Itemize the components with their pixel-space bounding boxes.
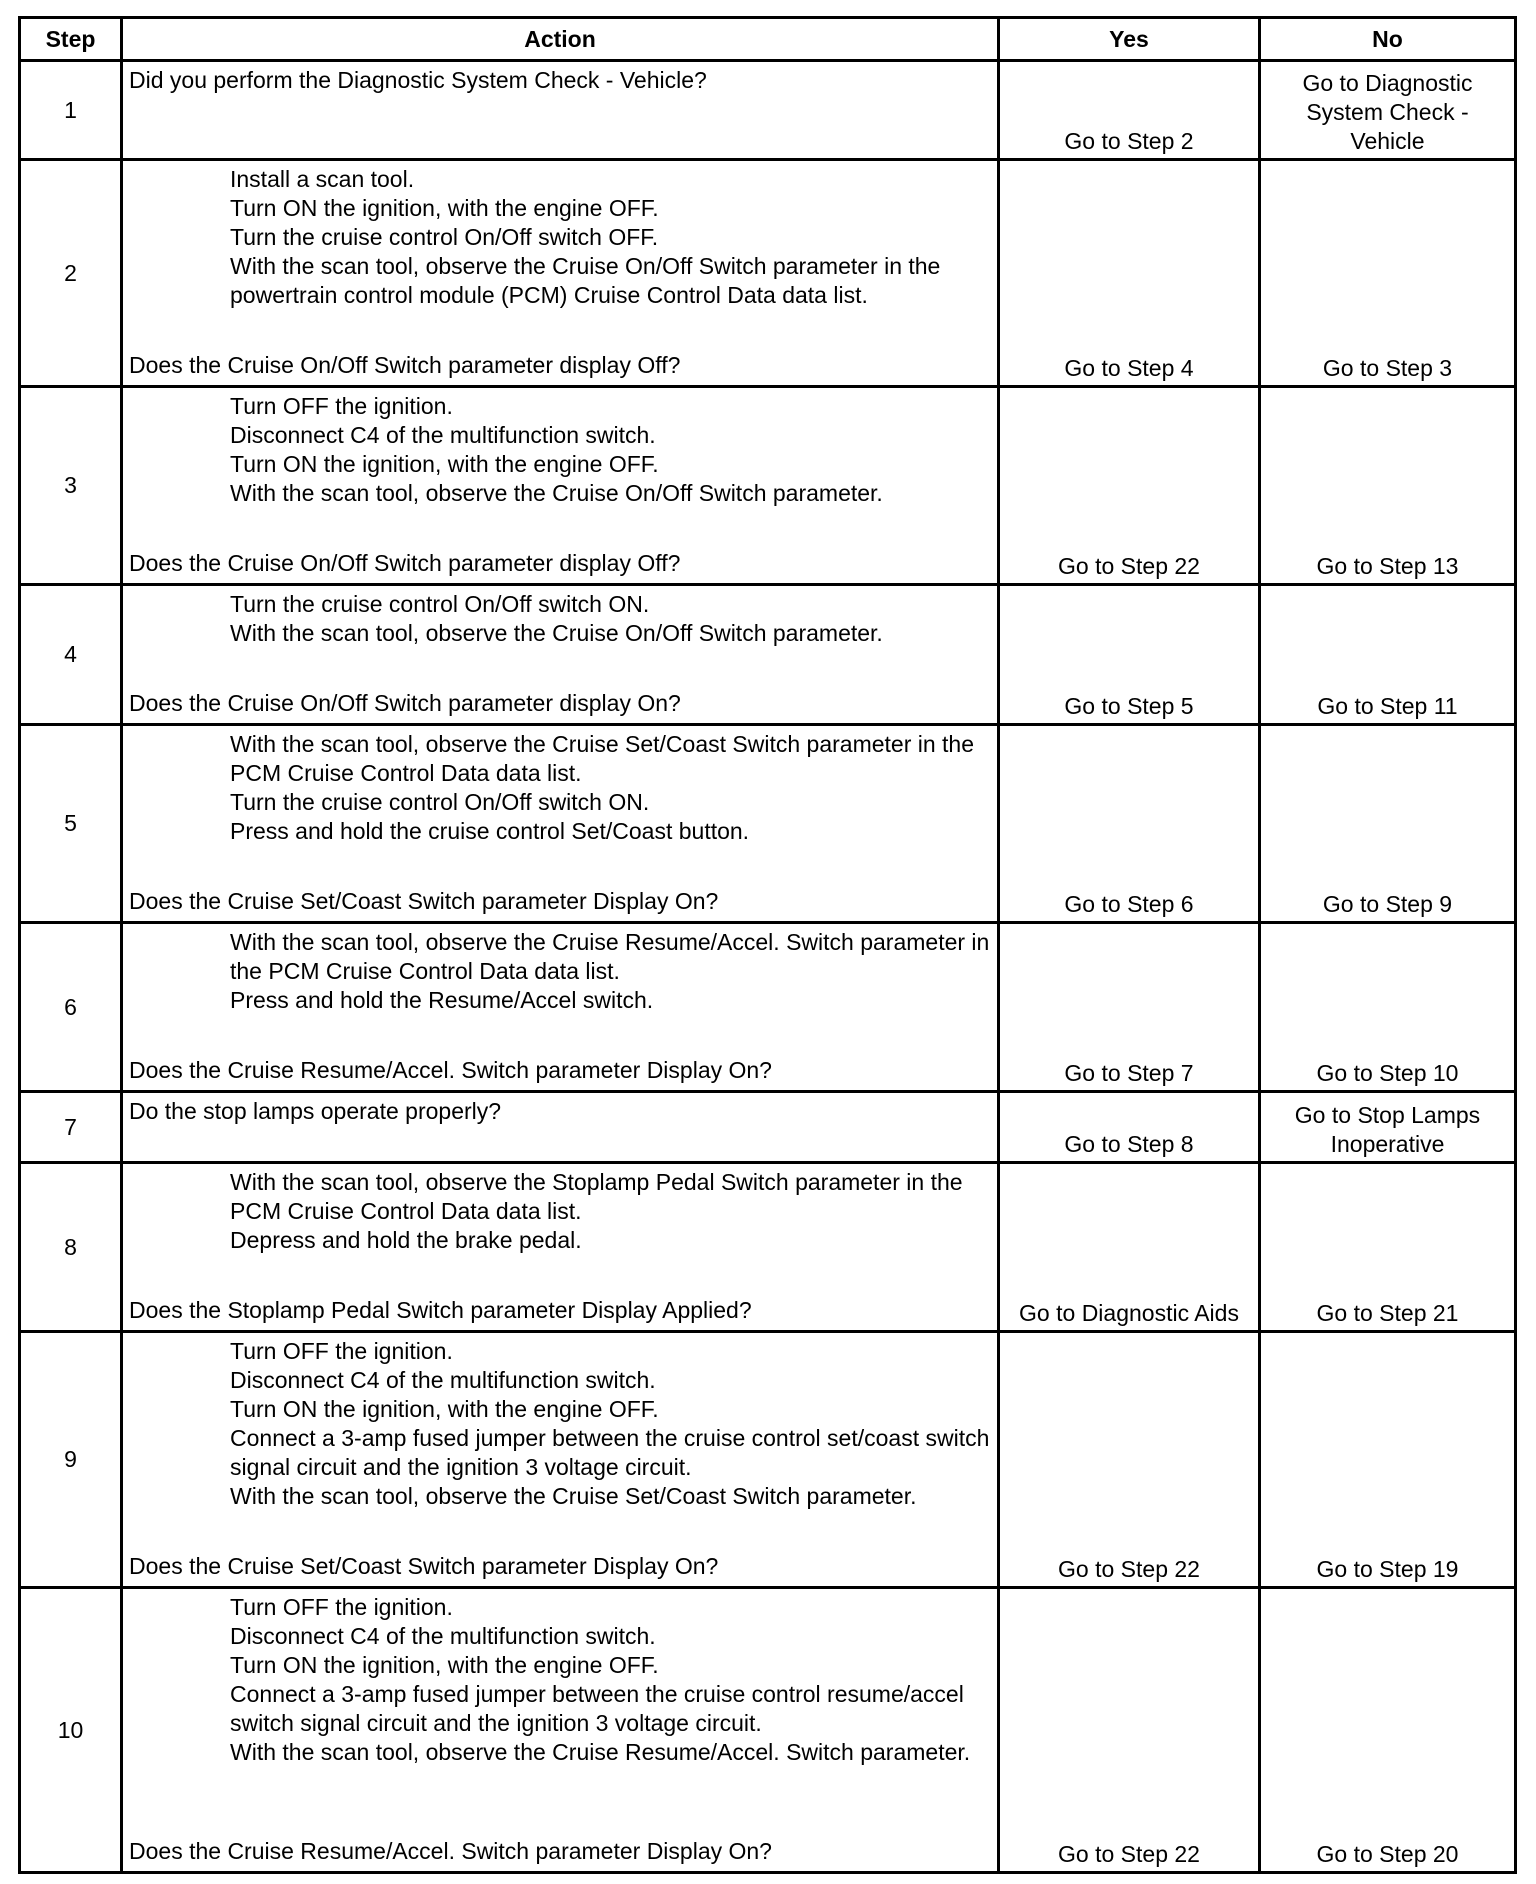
instruction-item: Turn the cruise control On/Off switch ON. [230,591,650,617]
header-action: Action [122,18,999,61]
step-number: 4 [20,585,122,725]
table-row [20,585,1516,725]
question-text: Did you perform the Diagnostic System Check - Vehicle? [129,67,707,93]
instruction-item: Connect a 3-amp fused jumper between the cruise control resume/accel switch signal circuit and the ignition 3 voltage circuit. [230,1681,964,1736]
instruction-item: Turn the cruise control On/Off switch OFF. [230,224,659,250]
instruction-item: Press and hold the Resume/Accel switch. [230,987,654,1013]
table-row [20,61,1516,160]
instruction-item: Disconnect C4 of the multifunction switch. [230,1623,656,1649]
instruction-item: With the scan tool, observe the Cruise Set/Coast Switch parameter in the PCM Cruise Control Data data list. [230,731,975,786]
table-row [20,387,1516,585]
no-result: Go to Step 11 [1260,585,1516,725]
yes-result: Go to Step 5 [999,585,1260,725]
action-cell [122,1092,999,1163]
instruction-list [129,1168,991,1255]
table-body [20,61,1516,1873]
instruction-item: With the scan tool, observe the Cruise On/Off Switch parameter. [230,480,883,506]
yes-result: Go to Step 4 [999,160,1260,387]
question-text: Does the Stoplamp Pedal Switch parameter Display Applied? [129,1297,752,1323]
instruction-item: Depress and hold the brake pedal. [230,1227,582,1253]
instruction-list [129,165,991,310]
table-row [20,1092,1516,1163]
yes-result: Go to Step 8 [999,1092,1260,1163]
no-result: Go to Step 3 [1260,160,1516,387]
instruction-item: Disconnect C4 of the multifunction switch. [230,422,656,448]
yes-result: Go to Step 22 [999,1332,1260,1588]
yes-result: Go to Step 22 [999,387,1260,585]
yes-result: Go to Step 6 [999,725,1260,923]
action-cell [122,923,999,1092]
yes-result: Go to Diagnostic Aids [999,1163,1260,1332]
table-row [20,160,1516,387]
instruction-item: Turn OFF the ignition. [230,393,453,419]
instruction-item: With the scan tool, observe the Cruise Set/Coast Switch parameter. [230,1483,917,1509]
question-text: Do the stop lamps operate properly? [129,1098,502,1124]
action-cell [122,387,999,585]
table-row [20,1588,1516,1873]
instruction-item: Turn ON the ignition, with the engine OFF. [230,195,659,221]
question-text: Does the Cruise On/Off Switch parameter display Off? [129,550,681,576]
instruction-item: With the scan tool, observe the Cruise Resume/Accel. Switch parameter in the PCM Cruise Control Data data list. [230,929,990,984]
instruction-item: Disconnect C4 of the multifunction switch. [230,1367,656,1393]
action-cell [122,725,999,923]
action-cell [122,1163,999,1332]
step-number: 10 [20,1588,122,1873]
no-result: Go to Step 20 [1260,1588,1516,1873]
step-number: 8 [20,1163,122,1332]
question-text: Does the Cruise Set/Coast Switch parameter Display On? [129,1553,719,1579]
instruction-item: With the scan tool, observe the Cruise Resume/Accel. Switch parameter. [230,1739,971,1765]
instruction-list [129,1593,991,1767]
question-text: Does the Cruise On/Off Switch parameter display On? [129,690,681,716]
instruction-item: Turn OFF the ignition. [230,1594,453,1620]
step-number: 9 [20,1332,122,1588]
instruction-item: Turn ON the ignition, with the engine OFF. [230,1396,659,1422]
no-result: Go to Step 9 [1260,725,1516,923]
step-number: 5 [20,725,122,923]
instruction-list [129,730,991,846]
action-cell [122,61,999,160]
header-step: Step [20,18,122,61]
action-cell [122,585,999,725]
no-result: Go to Step 19 [1260,1332,1516,1588]
instruction-list [129,1337,991,1511]
header-yes: Yes [999,18,1260,61]
action-cell [122,1332,999,1588]
diagnostic-table [18,16,1517,1874]
step-number: 7 [20,1092,122,1163]
table-row [20,1332,1516,1588]
no-result: Go to Step 13 [1260,387,1516,585]
question-text: Does the Cruise Resume/Accel. Switch parameter Display On? [129,1838,772,1864]
instruction-item: Install a scan tool. [230,166,415,192]
instruction-item: Turn OFF the ignition. [230,1338,453,1364]
instruction-list [129,928,991,1015]
table-row [20,725,1516,923]
step-number: 6 [20,923,122,1092]
no-result: Go to Step 10 [1260,923,1516,1092]
header-no: No [1260,18,1516,61]
instruction-item: Turn ON the ignition, with the engine OFF. [230,451,659,477]
table-row [20,923,1516,1092]
yes-result: Go to Step 7 [999,923,1260,1092]
instruction-list [129,392,991,508]
action-cell [122,160,999,387]
question-text: Does the Cruise On/Off Switch parameter display Off? [129,352,681,378]
instruction-item: Turn the cruise control On/Off switch ON. [230,789,650,815]
instruction-item: Press and hold the cruise control Set/Coast button. [230,818,750,844]
no-result: Go to Diagnostic System Check - Vehicle [1260,61,1516,160]
question-text: Does the Cruise Set/Coast Switch parameter Display On? [129,888,719,914]
instruction-item: With the scan tool, observe the Stoplamp Pedal Switch parameter in the PCM Cruise Control Data data list. [230,1169,963,1224]
no-result: Go to Step 21 [1260,1163,1516,1332]
step-number: 1 [20,61,122,160]
no-result: Go to Stop Lamps Inoperative [1260,1092,1516,1163]
instruction-item: Connect a 3-amp fused jumper between the cruise control set/coast switch signal circuit and the ignition 3 voltage circuit. [230,1425,990,1480]
instruction-item: With the scan tool, observe the Cruise On/Off Switch parameter. [230,620,883,646]
header-row [20,18,1516,61]
instruction-item: With the scan tool, observe the Cruise On/Off Switch parameter in the powertrain control module (PCM) Cruise Control Data data list. [230,253,941,308]
action-cell [122,1588,999,1873]
yes-result: Go to Step 22 [999,1588,1260,1873]
step-number: 3 [20,387,122,585]
table-row [20,1163,1516,1332]
question-text: Does the Cruise Resume/Accel. Switch parameter Display On? [129,1057,772,1083]
step-number: 2 [20,160,122,387]
instruction-item: Turn ON the ignition, with the engine OFF. [230,1652,659,1678]
yes-result: Go to Step 2 [999,61,1260,160]
instruction-list [129,590,991,648]
